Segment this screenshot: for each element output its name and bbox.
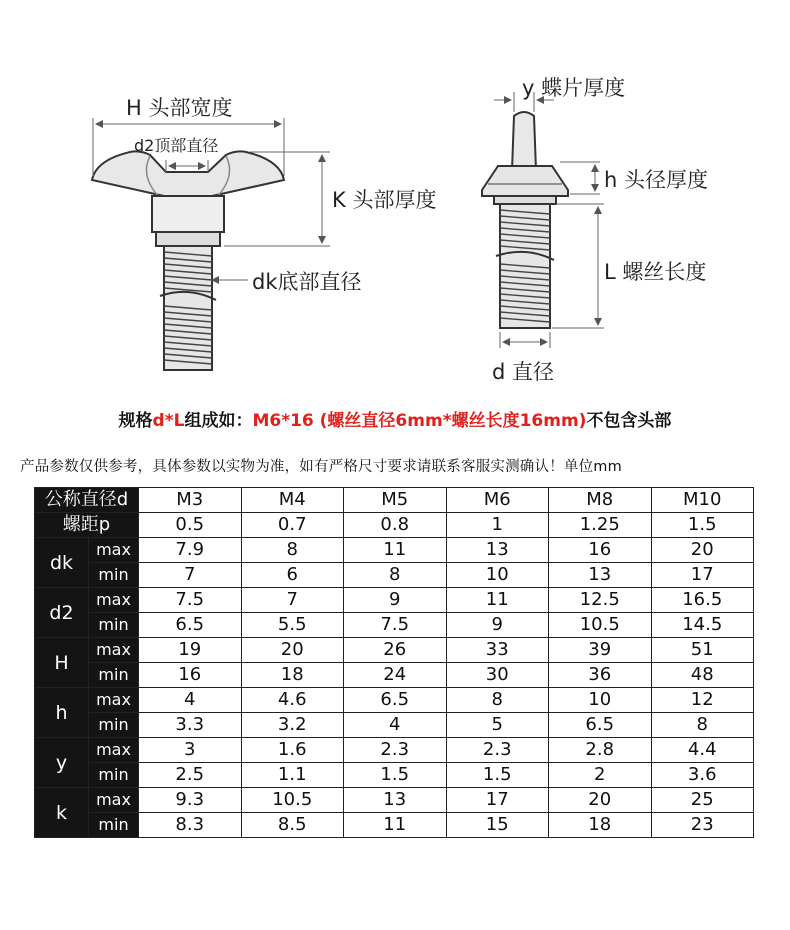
- table-cell: 15: [446, 813, 549, 838]
- table-row: [35, 513, 754, 538]
- row-group-label: dk: [35, 538, 89, 588]
- table-cell: 1.5: [446, 763, 549, 788]
- right-wing-screw-side-view: [482, 112, 568, 328]
- table-cell: 20: [241, 638, 344, 663]
- table-cell: 0.7: [241, 513, 344, 538]
- table-cell: 16.5: [651, 588, 754, 613]
- table-cell: 14.5: [651, 613, 754, 638]
- table-cell: 2.3: [344, 738, 447, 763]
- table-cell: 7: [139, 563, 242, 588]
- table-cell: 7: [241, 588, 344, 613]
- table-cell: 7.5: [139, 588, 242, 613]
- table-cell: 11: [344, 813, 447, 838]
- table-cell: 8.3: [139, 813, 242, 838]
- label-bottom-diameter: dk底部直径: [252, 270, 362, 294]
- table-cell: 17: [446, 788, 549, 813]
- table-cell: 2: [549, 763, 652, 788]
- row-group-label: y: [35, 738, 89, 788]
- spec-formula: d*L: [152, 411, 185, 431]
- table-cell: 4.4: [651, 738, 754, 763]
- table-cell: 16: [549, 538, 652, 563]
- table-cell: 18: [241, 663, 344, 688]
- wing-screw-diagrams: [0, 0, 790, 400]
- row-min-label: min: [89, 613, 139, 638]
- table-cell: 7.5: [344, 613, 447, 638]
- table-cell: 18: [549, 813, 652, 838]
- header-size-cell: M10: [651, 488, 754, 513]
- table-row: [35, 788, 754, 813]
- label-head-diameter-thickness: h 头径厚度: [604, 168, 708, 192]
- spec-mid: 组成如：: [184, 411, 253, 431]
- table-cell: 1.25: [549, 513, 652, 538]
- table-cell: 6.5: [549, 713, 652, 738]
- table-cell: 3.2: [241, 713, 344, 738]
- table-cell: 10.5: [549, 613, 652, 638]
- row-group-label: k: [35, 788, 89, 838]
- table-cell: 6.5: [139, 613, 242, 638]
- table-cell: 8: [446, 688, 549, 713]
- table-cell: 2.8: [549, 738, 652, 763]
- table-cell: 13: [549, 563, 652, 588]
- table-cell: 1.5: [651, 513, 754, 538]
- table-row: [35, 638, 754, 663]
- left-wing-screw-front-view: [92, 151, 284, 370]
- table-header-row: [35, 488, 754, 513]
- table-cell: 9: [446, 613, 549, 638]
- label-head-width: H 头部宽度: [126, 96, 233, 120]
- table-cell: 8.5: [241, 813, 344, 838]
- table-cell: 7.9: [139, 538, 242, 563]
- header-size-cell: M8: [549, 488, 652, 513]
- table-cell: 11: [446, 588, 549, 613]
- table-cell: 5.5: [241, 613, 344, 638]
- table-cell: 13: [446, 538, 549, 563]
- table-cell: 4.6: [241, 688, 344, 713]
- table-cell: 12: [651, 688, 754, 713]
- header-size-cell: M5: [344, 488, 447, 513]
- table-cell: 20: [651, 538, 754, 563]
- table-cell: 19: [139, 638, 242, 663]
- table-cell: 4: [344, 713, 447, 738]
- table-cell: 2.3: [446, 738, 549, 763]
- table-cell: 1.5: [344, 763, 447, 788]
- spec-prefix: 规格: [118, 411, 153, 431]
- table-cell: 0.8: [344, 513, 447, 538]
- label-screw-length: L 螺丝长度: [604, 260, 707, 284]
- table-cell: 36: [549, 663, 652, 688]
- table-cell: 48: [651, 663, 754, 688]
- table-cell: 1: [446, 513, 549, 538]
- table-row: [35, 738, 754, 763]
- table-row: [35, 538, 754, 563]
- table-cell: 26: [344, 638, 447, 663]
- spec-description: [0, 406, 790, 431]
- table-cell: 20: [549, 788, 652, 813]
- spec-example: M6*16 (螺丝直径6mm*螺丝长度16mm): [252, 411, 587, 431]
- row-max-label: max: [89, 538, 139, 563]
- table-cell: 10: [446, 563, 549, 588]
- row-group-label: d2: [35, 588, 89, 638]
- table-cell: 16: [139, 663, 242, 688]
- row-min-label: min: [89, 813, 139, 838]
- table-cell: 6: [241, 563, 344, 588]
- table-cell: 51: [651, 638, 754, 663]
- table-cell: 3.3: [139, 713, 242, 738]
- parameter-table: [34, 487, 754, 838]
- table-cell: 3.6: [651, 763, 754, 788]
- row-min-label: min: [89, 663, 139, 688]
- row-min-label: min: [89, 713, 139, 738]
- table-row: [35, 663, 754, 688]
- table-cell: 8: [651, 713, 754, 738]
- table-cell: 11: [344, 538, 447, 563]
- table-row: [35, 688, 754, 713]
- table-row: [35, 588, 754, 613]
- spec-suffix: 不包含头部: [586, 411, 672, 431]
- row-min-label: min: [89, 763, 139, 788]
- disclaimer-notice: 产品参数仅供参考，具体参数以实物为准，如有严格尺寸要求请联系客服实测确认！单位mm: [20, 459, 622, 475]
- row-group-label: H: [35, 638, 89, 688]
- table-cell: 0.5: [139, 513, 242, 538]
- row-max-label: max: [89, 588, 139, 613]
- table-cell: 5: [446, 713, 549, 738]
- table-cell: 3: [139, 738, 242, 763]
- table-cell: 8: [344, 563, 447, 588]
- table-cell: 9: [344, 588, 447, 613]
- table-row: [35, 613, 754, 638]
- table-cell: 1.1: [241, 763, 344, 788]
- row-max-label: max: [89, 788, 139, 813]
- label-head-thickness: K 头部厚度: [332, 188, 437, 212]
- header-nominal-diameter: 公称直径d: [35, 488, 139, 513]
- header-size-cell: M6: [446, 488, 549, 513]
- table-cell: 12.5: [549, 588, 652, 613]
- table-cell: 13: [344, 788, 447, 813]
- row-min-label: min: [89, 563, 139, 588]
- table-cell: 24: [344, 663, 447, 688]
- label-wing-thickness: y 蝶片厚度: [522, 76, 626, 100]
- table-row: [35, 813, 754, 838]
- table-cell: 39: [549, 638, 652, 663]
- header-size-cell: M3: [139, 488, 242, 513]
- table-cell: 30: [446, 663, 549, 688]
- table-cell: 2.5: [139, 763, 242, 788]
- table-cell: 33: [446, 638, 549, 663]
- table-row: [35, 713, 754, 738]
- table-cell: 17: [651, 563, 754, 588]
- table-cell: 9.3: [139, 788, 242, 813]
- table-cell: 23: [651, 813, 754, 838]
- row-label-pitch: 螺距p: [35, 513, 139, 538]
- table-cell: 10.5: [241, 788, 344, 813]
- row-max-label: max: [89, 688, 139, 713]
- row-max-label: max: [89, 738, 139, 763]
- row-group-label: h: [35, 688, 89, 738]
- table-cell: 6.5: [344, 688, 447, 713]
- table-cell: 25: [651, 788, 754, 813]
- row-max-label: max: [89, 638, 139, 663]
- label-top-diameter: d2顶部直径: [134, 136, 219, 155]
- table-cell: 1.6: [241, 738, 344, 763]
- table-row: [35, 763, 754, 788]
- label-diameter: d 直径: [492, 360, 555, 384]
- table-cell: 8: [241, 538, 344, 563]
- table-row: [35, 563, 754, 588]
- header-size-cell: M4: [241, 488, 344, 513]
- table-cell: 10: [549, 688, 652, 713]
- table-cell: 4: [139, 688, 242, 713]
